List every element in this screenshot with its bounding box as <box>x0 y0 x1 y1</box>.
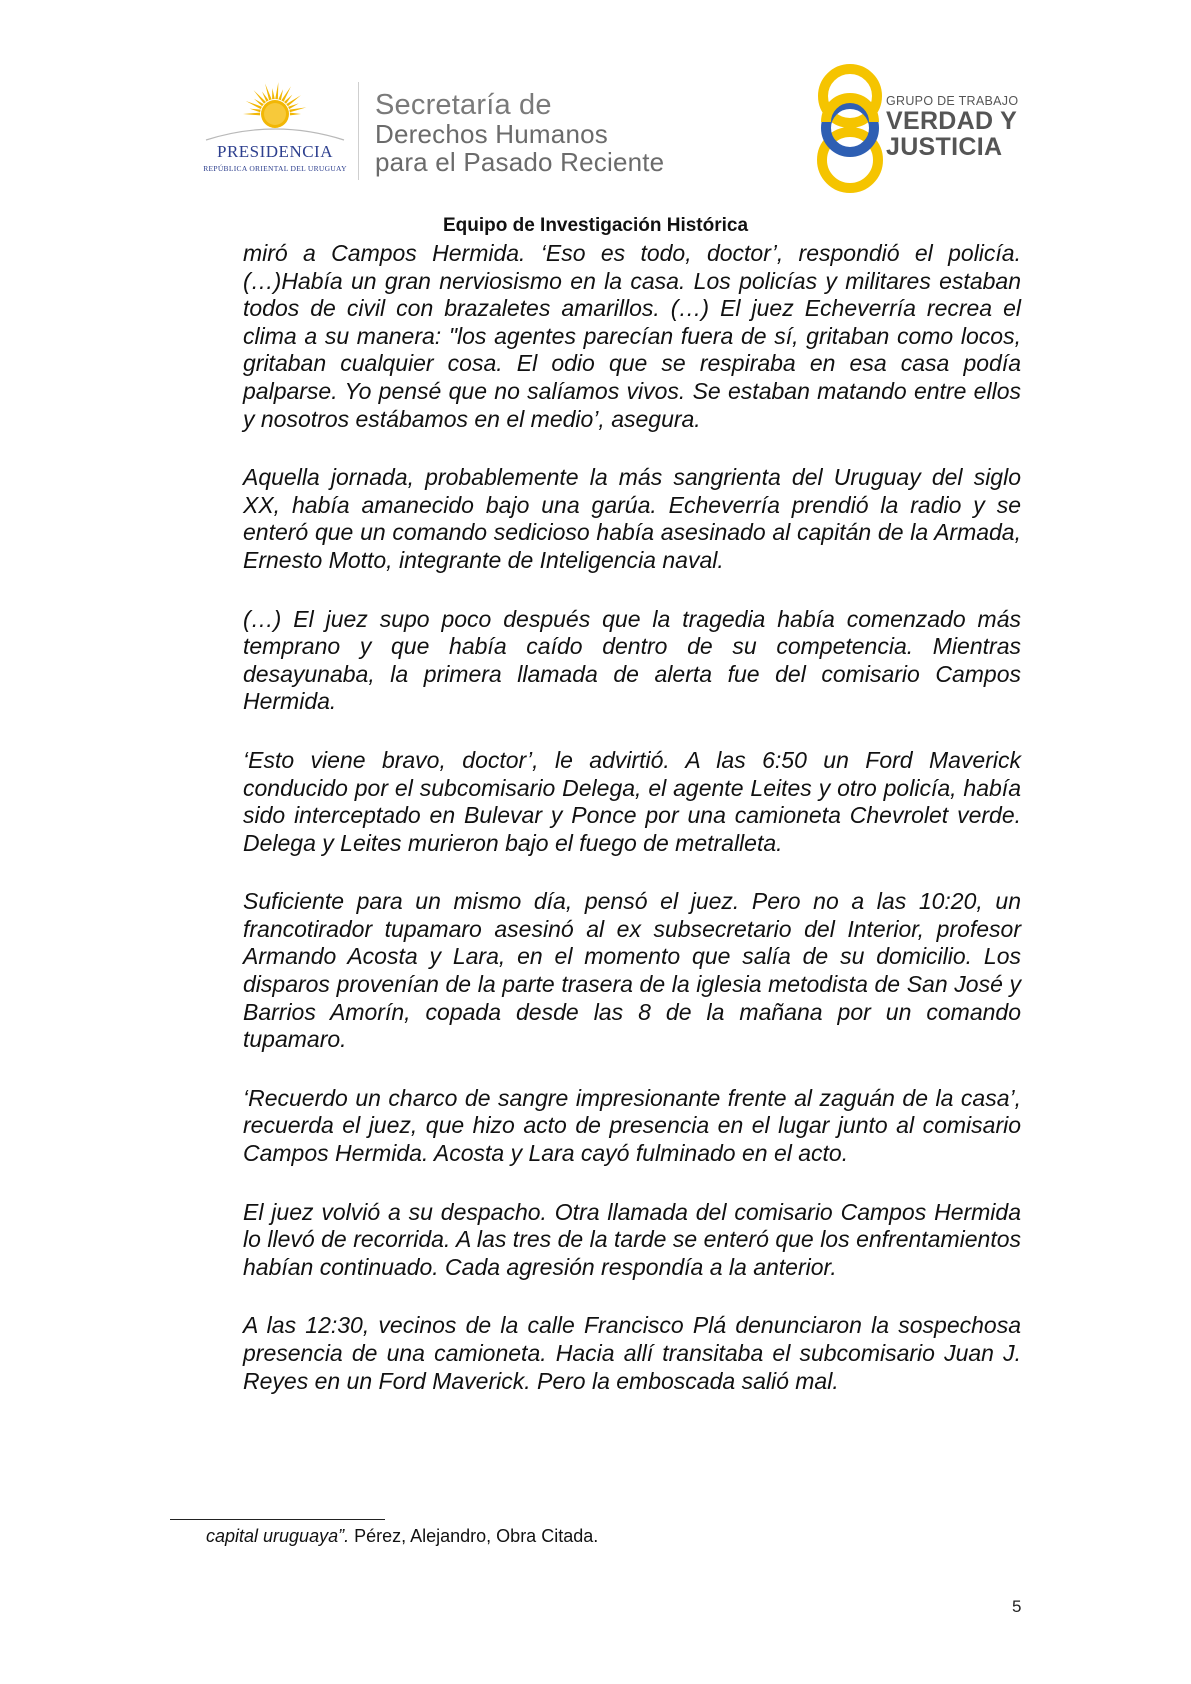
document-body <box>243 240 1021 1426</box>
sun-ray <box>286 95 301 106</box>
header-divider <box>358 82 359 180</box>
paragraph: Aquella jornada, probablemente la más sangrienta del Uruguay del siglo XX, había amanecido bajo una garúa. Echeverría prendió la radio y se enteró que un comando sedicioso había asesinado al capitán de la Armada, Ernesto Motto, integrante de Inteligencia naval. <box>243 464 1021 573</box>
paragraph: A las 12:30, vecinos de la calle Francisco Plá denunciaron la sospechosa presencia de una camioneta. Hacia allí transitaba el subcomisario Juan J. Reyes en un Ford Maverick. Pero la emboscada salió mal. <box>243 1312 1021 1394</box>
sun-ray <box>272 88 275 99</box>
presidencia-logo <box>196 80 354 180</box>
paragraph: (…) El juez supo poco después que la tragedia había comenzado más temprano y que había caído dentro de su competencia. Mientras desayunaba, la primera llamada de alerta fue del comisario Campos Hermida. <box>243 605 1021 715</box>
footnote <box>206 1526 598 1547</box>
sun-ray <box>243 113 260 116</box>
sun-ray <box>254 90 266 104</box>
footnote-separator <box>170 1519 385 1520</box>
secretaria-line-1: Secretaría de <box>375 89 552 121</box>
sun-ray <box>281 86 291 101</box>
paragraph: ‘Esto viene bravo, doctor’, le advirtió. A las 6:50 un Ford Maverick conducido por el subcomisario Delega, el agente Leites y otro policía, había sido interceptado en Bulevar y Ponce por una camioneta Chevrolet verde. Delega y Leites murieron bajo el fuego de metralleta. <box>243 746 1021 856</box>
page-number: 5 <box>1012 1597 1022 1616</box>
sun-ray <box>290 113 301 116</box>
sun-ray <box>250 109 261 113</box>
presidencia-subtitle: REPÚBLICA ORIENTAL DEL URUGUAY <box>203 164 347 173</box>
sun-ray <box>275 82 278 99</box>
footnote-italic-text: capital uruguaya”. <box>206 1526 350 1546</box>
footnote-citation: Pérez, Alejandro, Obra Citada. <box>349 1526 599 1546</box>
paragraph: Suficiente para un mismo día, pensó el juez. Pero no a las 10:20, un francotirador tupamaro asesinó al ex subsecretario del Interior, profesor Armando Acosta y Lara, en el momento que salía de su domicilio. Los disparos provenían de la parte trasera de la iglesia metodista de San José y Barrios Amorín, copada desde las 8 de la mañana por un comando tupamaro. <box>243 888 1021 1053</box>
grupo-trabajo-line-1: GRUPO DE TRABAJO <box>886 94 1019 108</box>
sun-emblem-icon <box>196 80 354 142</box>
sun-ray <box>278 89 283 100</box>
secretaria-line-2: Derechos Humanos <box>375 119 608 149</box>
secretaria-logo <box>375 90 664 176</box>
paragraph: miró a Campos Hermida. ‘Eso es todo, doctor’, respondió el policía. (…)Había un gran nerviosismo en la casa. Los policías y militares estaban todos de civil con brazaletes amarillos. (…) El juez Echeverría recrea el clima a su manera: "los agentes parecían fuera de sí, gritaban como locos, gritaban cualquier cosa. El odio que se respiraba en esa casa podía palparse. Yo pensé que no salíamos vivos. Se estaban matando entre ellos y nosotros estábamos en el medio’, asegura. <box>243 240 1021 432</box>
paragraph: ‘Recuerdo un charco de sangre impresionante frente al zaguán de la casa’, recuerda el juez, que hizo acto de presencia en el lugar junto al comisario Campos Hermida. Acosta y Lara cayó fulminado en el acto. <box>243 1084 1021 1167</box>
presidencia-title: PRESIDENCIA <box>216 142 333 161</box>
grupo-trabajo-text <box>886 94 1018 160</box>
grupo-trabajo-line-3: JUSTICIA <box>886 133 1003 161</box>
secretaria-line-3: para el Pasado Reciente <box>375 147 665 177</box>
paragraph: El juez volvió a su despacho. Otra llamada del comisario Campos Hermida lo llevó de recorrida. A las tres de la tarde se enteró que los enfrentamientos habían continuado. Cada agresión respondía a la anterior. <box>243 1198 1021 1280</box>
grupo-trabajo-line-2: VERDAD Y <box>886 107 1018 135</box>
document-subtitle: Equipo de Investigación Histórica <box>442 215 749 236</box>
sun-ray <box>289 107 306 112</box>
